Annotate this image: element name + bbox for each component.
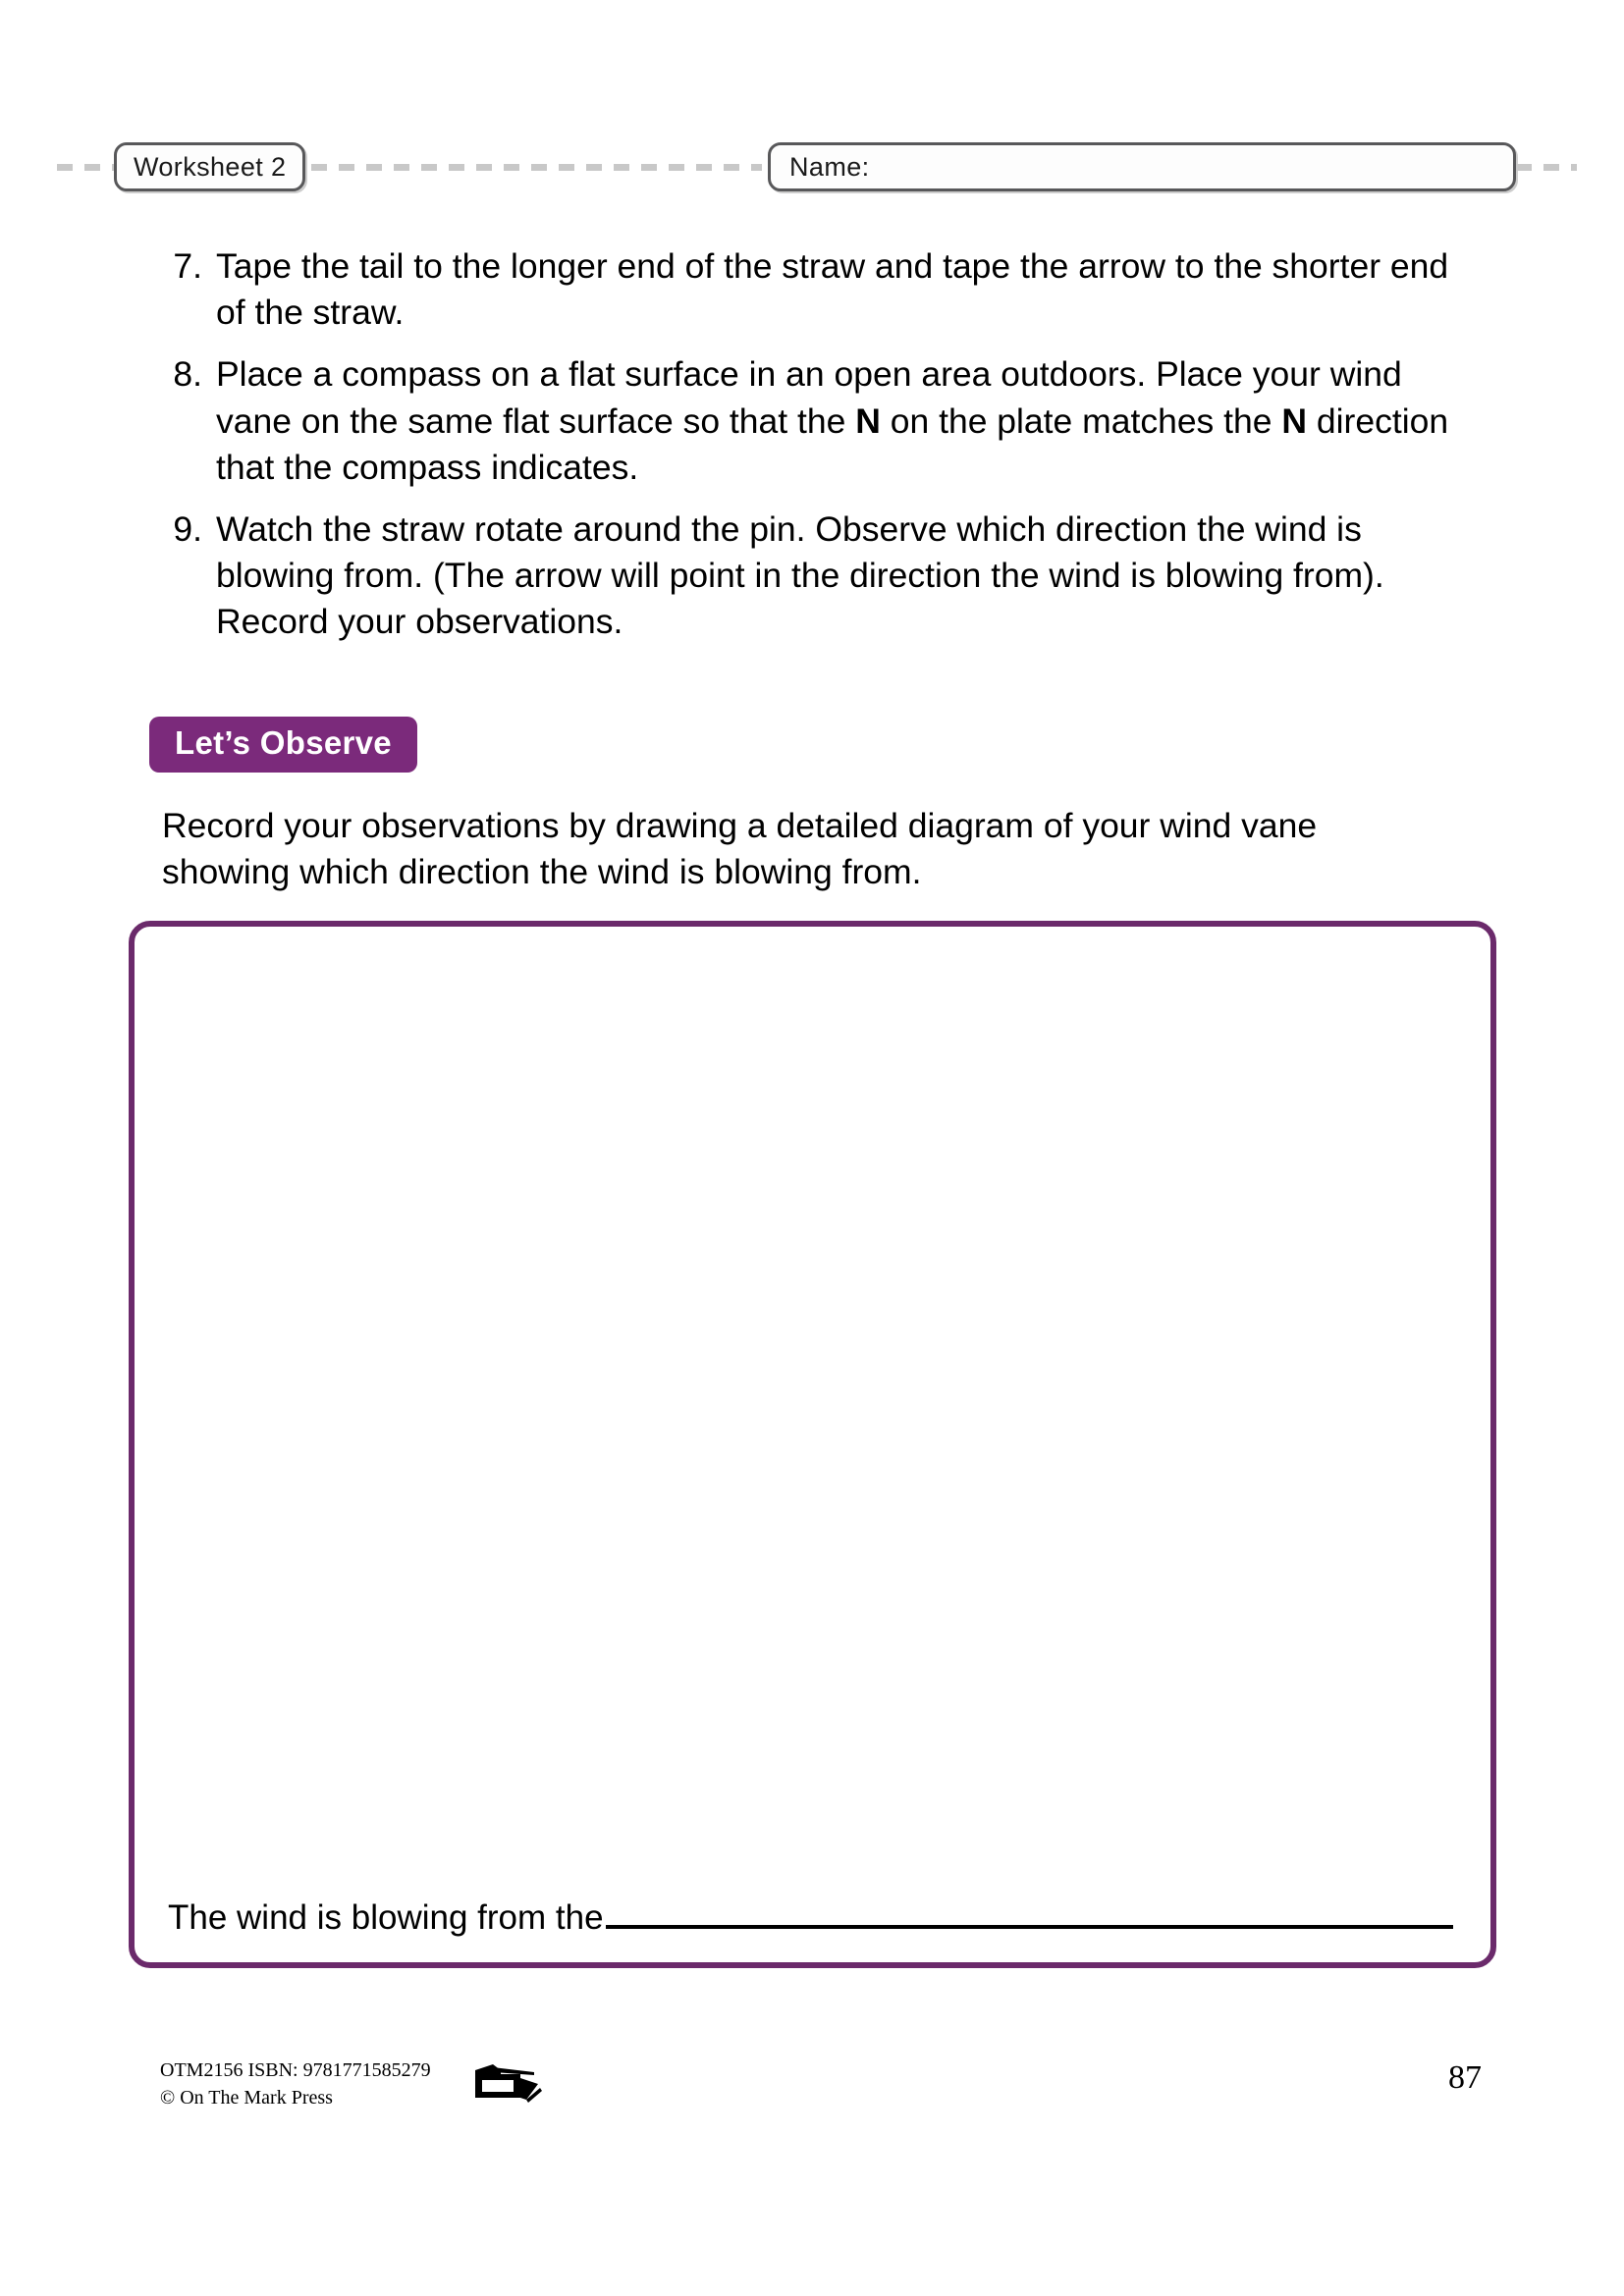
page-header xyxy=(0,137,1624,196)
copyright-line: © On The Mark Press xyxy=(160,2087,333,2109)
answer-blank-line[interactable] xyxy=(606,1896,1453,1929)
instruction-text-part1: Place a compass on a flat surface in an open area outdoors. Place your wind vane on the same flat surface so that the xyxy=(216,354,1402,441)
worksheet-label-box xyxy=(114,142,305,191)
header-dash-left xyxy=(57,164,114,171)
instruction-text xyxy=(216,351,1461,491)
lets-observe-badge xyxy=(149,717,417,773)
lets-observe-label: Let’s Observe xyxy=(175,724,392,761)
header-dash-middle xyxy=(311,164,762,171)
page-number: 87 xyxy=(1448,2059,1482,2096)
publisher-credits xyxy=(160,2056,431,2112)
name-label: Name: xyxy=(789,151,870,182)
drawing-answer-box[interactable] xyxy=(129,921,1496,1968)
compass-direction-north-2: N xyxy=(1281,400,1308,441)
answer-row xyxy=(168,1896,1453,1939)
observe-prompt-text: Record your observations by drawing a detailed diagram of your wind vane showing which direction the wind is blowing from. xyxy=(162,806,1318,892)
instruction-number: 8. xyxy=(173,354,202,395)
instruction-text: Watch the straw rotate around the pin. Observe which direction the wind is blowing from. (The arrow will point in the direction the wind is blowing from). Record your observations. xyxy=(216,509,1384,642)
instruction-text: Tape the tail to the longer end of the straw and tape the arrow to the shorter end of the straw. xyxy=(216,246,1449,333)
instruction-number: 7. xyxy=(173,246,202,286)
compass-direction-north-1: N xyxy=(855,400,881,441)
list-item xyxy=(165,507,1461,646)
instruction-text-part3: direction that the compass indicates. xyxy=(216,400,1449,487)
worksheet-label: Worksheet 2 xyxy=(134,151,287,182)
name-field-box[interactable] xyxy=(768,142,1516,191)
page-footer xyxy=(0,2056,1624,2145)
header-dash-right xyxy=(1516,164,1577,171)
answer-prompt-label: The wind is blowing from the xyxy=(168,1898,604,1937)
instruction-list xyxy=(165,243,1461,662)
list-item xyxy=(165,243,1461,336)
on-the-mark-press-logo-icon xyxy=(471,2058,556,2104)
instruction-text-part2: on the plate matches the xyxy=(880,400,1282,441)
product-code-line: OTM2156 ISBN: 9781771585279 xyxy=(160,2059,431,2081)
instruction-number: 9. xyxy=(173,509,202,550)
list-item xyxy=(165,351,1461,491)
